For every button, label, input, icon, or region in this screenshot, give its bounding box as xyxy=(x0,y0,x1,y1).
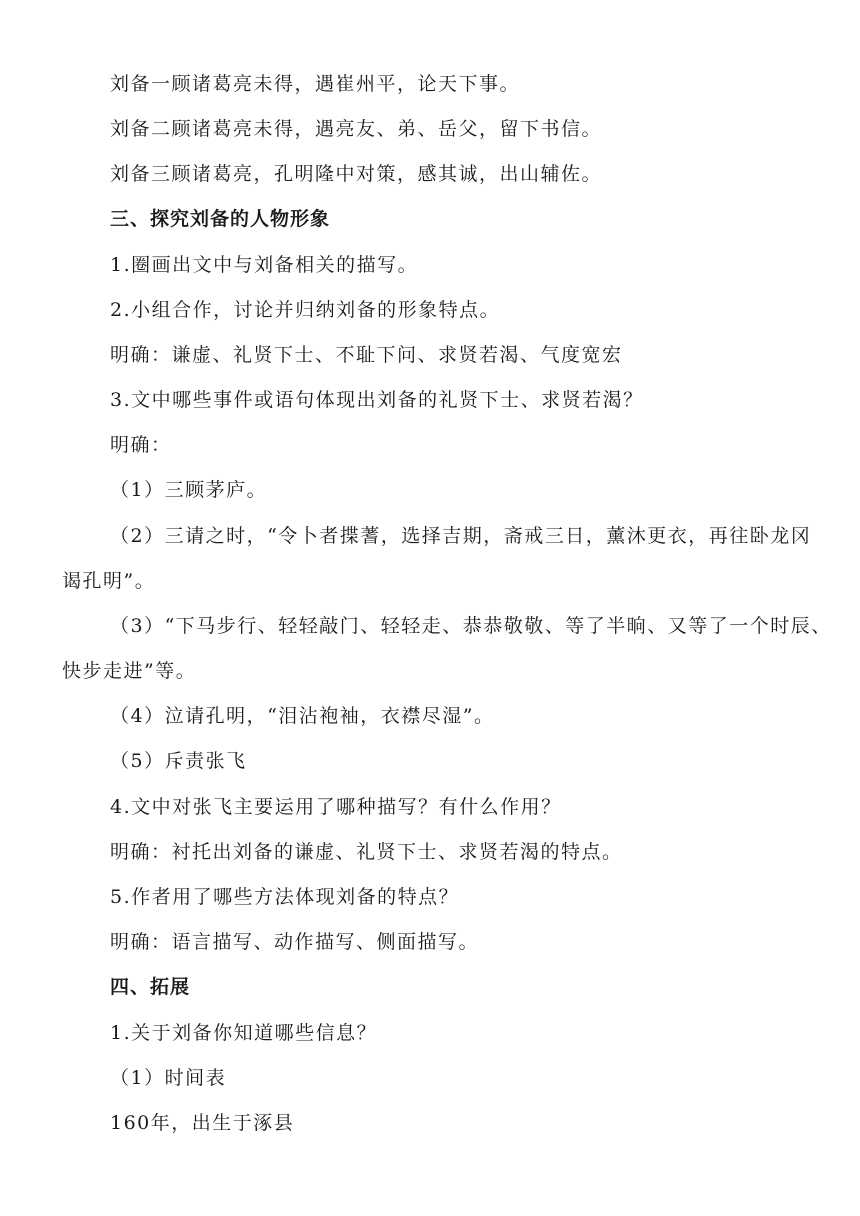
answer-item-3: （3）“下马步行、轻轻敲门、轻轻走、恭恭敬敬、等了半晌、又等了一个时辰、 xyxy=(110,615,832,637)
answer-2: 明确：谦虚、礼贤下士、不耻下问、求贤若渴、气度宽宏 xyxy=(110,344,623,366)
question-3: 3.文中哪些事件或语句体现出刘备的礼贤下士、求贤若渴？ xyxy=(110,389,644,411)
timeline-label: （1）时间表 xyxy=(110,1067,227,1089)
answer-item-4: （4）泣请孔明，“泪沾袍袖，衣襟尽湿”。 xyxy=(110,705,495,727)
answer-label: 明确： xyxy=(110,434,172,456)
answer-item-2-continued: 谒孔明”。 xyxy=(62,570,156,592)
answer-item-5: （5）斥责张飞 xyxy=(110,750,247,772)
answer-4: 明确：衬托出刘备的谦虚、礼贤下士、求贤若渴的特点。 xyxy=(110,841,623,863)
paragraph-third-visit: 刘备三顾诸葛亮，孔明隆中对策，感其诚，出山辅佐。 xyxy=(110,163,603,185)
paragraph-first-visit: 刘备一顾诸葛亮未得，遇崔州平，论天下事。 xyxy=(110,73,521,95)
answer-5: 明确：语言描写、动作描写、侧面描写。 xyxy=(110,931,480,953)
section-heading-4: 四、拓展 xyxy=(110,976,191,998)
answer-item-1: （1）三顾茅庐。 xyxy=(110,479,268,501)
timeline-entry: 160年，出生于涿县 xyxy=(110,1112,295,1134)
paragraph-second-visit: 刘备二顾诸葛亮未得，遇亮友、弟、岳父，留下书信。 xyxy=(110,118,603,140)
task-1: 1.圈画出文中与刘备相关的描写。 xyxy=(110,254,419,276)
answer-item-2: （2）三请之时，“令卜者揲蓍，选择吉期，斋戒三日，薰沐更衣，再往卧龙冈 xyxy=(110,525,812,547)
section-heading-3: 三、探究刘备的人物形象 xyxy=(110,208,331,230)
question-5: 5.作者用了哪些方法体现刘备的特点？ xyxy=(110,886,460,908)
extension-question-1: 1.关于刘备你知道哪些信息？ xyxy=(110,1022,378,1044)
task-2: 2.小组合作，讨论并归纳刘备的形象特点。 xyxy=(110,299,501,321)
question-4: 4.文中对张飞主要运用了哪种描写？有什么作用？ xyxy=(110,796,562,818)
answer-item-3-continued: 快步走进”等。 xyxy=(62,660,197,682)
